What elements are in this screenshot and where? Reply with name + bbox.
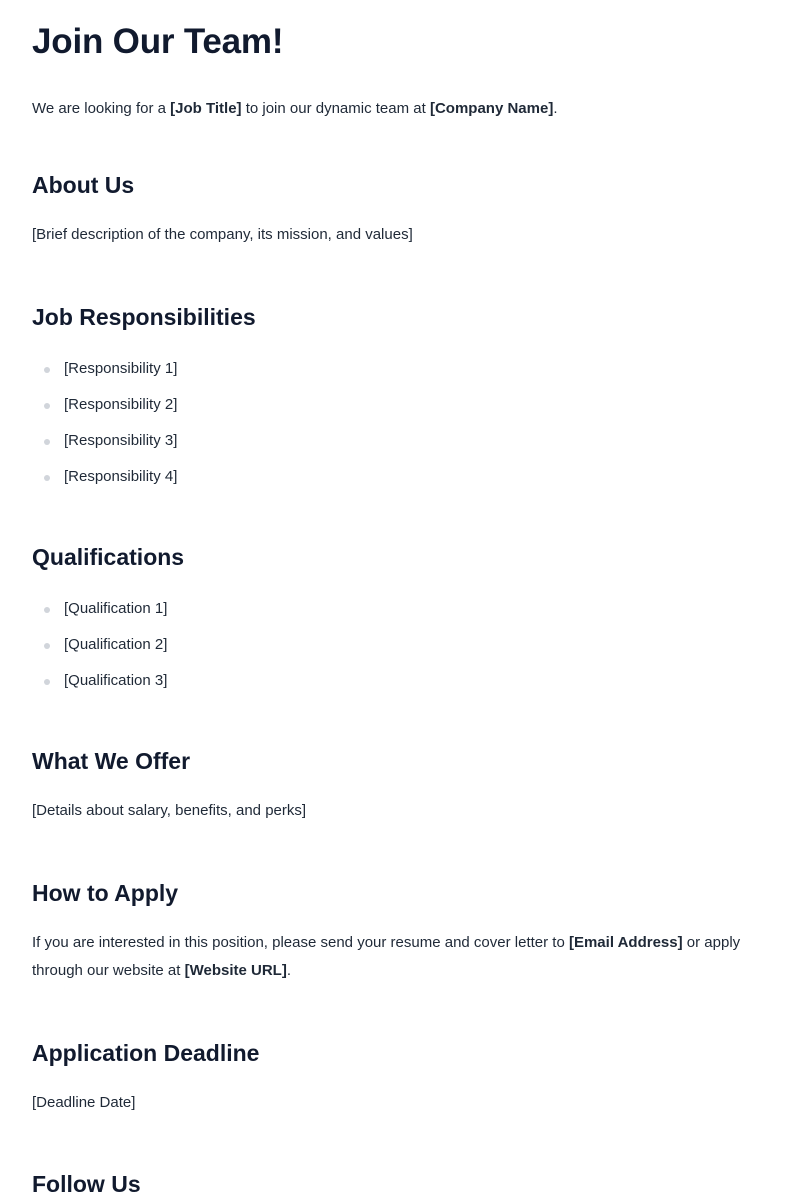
email-placeholder: [Email Address]: [568, 934, 683, 951]
list-item: [Responsibility 1]: [32, 359, 768, 395]
qualifications-heading: Qualifications: [32, 544, 185, 570]
intro-suffix: .: [553, 100, 558, 117]
deadline-heading: Application Deadline: [32, 1040, 260, 1066]
responsibilities-heading: Job Responsibilities: [32, 304, 256, 330]
responsibilities-list: [32, 359, 768, 503]
offer-heading: What We Offer: [32, 748, 191, 774]
list-item: [Responsibility 2]: [32, 395, 768, 431]
apply-suffix: .: [286, 962, 291, 979]
list-item: [Qualification 3]: [32, 671, 768, 707]
website-placeholder: [Website URL]: [184, 962, 287, 979]
list-item: [Qualification 1]: [32, 599, 768, 635]
list-item: [Qualification 2]: [32, 635, 768, 671]
apply-section: [32, 880, 768, 985]
intro-middle: to join our dynamic team at: [241, 100, 430, 117]
qualifications-section: [32, 544, 768, 707]
follow-heading: Follow Us: [32, 1171, 141, 1197]
follow-section: [32, 1171, 768, 1198]
about-heading: About Us: [32, 172, 135, 198]
offer-section: [32, 748, 768, 825]
intro-prefix: We are looking for a: [32, 100, 171, 117]
job-title-placeholder: [Job Title]: [170, 100, 242, 117]
page-title: Join Our Team!: [32, 22, 284, 61]
list-item: [Responsibility 3]: [32, 431, 768, 467]
apply-text: [32, 929, 768, 985]
intro-paragraph: [32, 100, 558, 117]
apply-heading: How to Apply: [32, 880, 179, 906]
apply-prefix: If you are interested in this position, please send your resume and cover letter to: [32, 934, 569, 951]
company-name-placeholder: [Company Name]: [429, 100, 554, 117]
qualifications-list: [32, 599, 768, 707]
responsibilities-section: [32, 304, 768, 503]
list-item: [Responsibility 4]: [32, 467, 768, 503]
about-text: [Brief description of the company, its mission, and values]: [32, 226, 413, 243]
apply-middle: or apply through our website at: [32, 934, 741, 979]
about-section: [32, 172, 768, 249]
deadline-section: [32, 1040, 768, 1117]
offer-text: [Details about salary, benefits, and perks]: [32, 802, 307, 819]
deadline-text: [Deadline Date]: [32, 1094, 136, 1111]
